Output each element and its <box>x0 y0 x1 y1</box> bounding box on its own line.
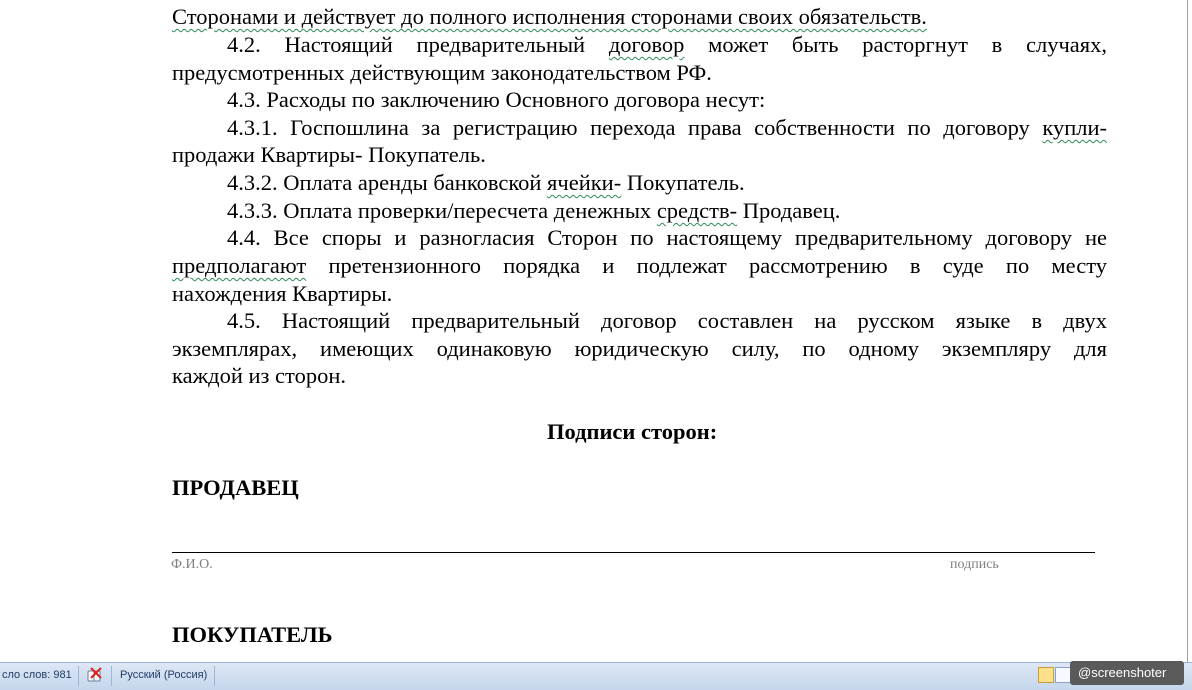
word-count[interactable]: сло слов: 981 <box>2 669 72 681</box>
signature-label: подпись <box>950 557 999 572</box>
spelling-flag: ячейки- <box>547 170 622 195</box>
status-bar <box>0 662 1192 690</box>
paragraph-4-5-line-1: 4.5. Настоящий предварительный договор составлен на русском языке в двух <box>227 308 1107 333</box>
buyer-heading: ПОКУПАТЕЛЬ <box>172 622 333 647</box>
paragraph-4-3-1-line-1 <box>172 114 1107 142</box>
paragraph-4-4-line-1: 4.4. Все споры и разногласия Сторон по настоящему предварительному договору не <box>227 225 1107 250</box>
spelling-flag: предполагают <box>172 253 307 278</box>
text-fragment: 4.3.3. Оплата проверки/пересчета денежных <box>227 198 657 223</box>
spelling-flag: купли- <box>1042 115 1107 140</box>
text-fragment: 4.3.2. Оплата аренды банковской <box>227 170 548 195</box>
spelling-flag: договор <box>608 32 685 57</box>
text-fragment: претензионного порядка и подлежат рассмотрению в суде по месту <box>306 253 1107 278</box>
status-separator <box>111 666 112 686</box>
text-fragment: может быть расторгнут в случаях, <box>684 32 1107 57</box>
fio-label: Ф.И.О. <box>171 557 213 572</box>
paragraph-4-2-line-2: предусмотренных действующим законодательством РФ. <box>172 60 712 85</box>
page-edge <box>1187 0 1188 662</box>
status-separator <box>78 666 79 686</box>
text-fragment: Покупатель. <box>621 170 745 195</box>
text-fragment: 4.3.1. Госпошлина за регистрацию перехода права собственности по договору <box>227 115 1043 140</box>
paragraph-4-5-line-3: каждой из сторон. <box>172 363 346 388</box>
text-line <box>172 3 1107 31</box>
spellcheck-book-icon[interactable] <box>86 667 104 685</box>
paragraph-4-2-line-1 <box>172 31 1107 59</box>
paragraph-4-4-line-2 <box>172 252 1107 280</box>
paragraph-4-4-line-3: нахождения Квартиры. <box>172 281 393 306</box>
paragraph-4-3: 4.3. Расходы по заключению Основного договора несут: <box>227 87 766 112</box>
spelling-flag: средств- <box>656 198 738 223</box>
screenshoter-watermark: @screenshoter <box>1070 661 1184 685</box>
text-fragment: Сторонами и действует до полного исполнения сторонами своих обязательств. <box>172 4 927 29</box>
text-fragment: 4.2. Настоящий предварительный <box>227 32 609 57</box>
full-screen-view-button[interactable] <box>1055 667 1071 683</box>
paragraph-4-5-line-2: экземплярах, имеющих одинаковую юридическую силу, по одному экземпляру для <box>172 336 1107 361</box>
paragraph-4-3-1-line-2: продажи Квартиры- Покупатель. <box>172 142 486 167</box>
signature-line <box>172 552 1095 553</box>
language-indicator[interactable]: Русский (Россия) <box>120 669 208 681</box>
status-separator <box>214 666 215 686</box>
text-fragment: Продавец. <box>737 198 841 223</box>
paragraph-4-3-3 <box>172 197 1107 225</box>
paragraph-4-3-2 <box>172 169 1107 197</box>
seller-heading: ПРОДАВЕЦ <box>172 475 299 500</box>
signatures-title: Подписи сторон: <box>547 419 718 444</box>
print-layout-view-button[interactable] <box>1038 667 1054 683</box>
